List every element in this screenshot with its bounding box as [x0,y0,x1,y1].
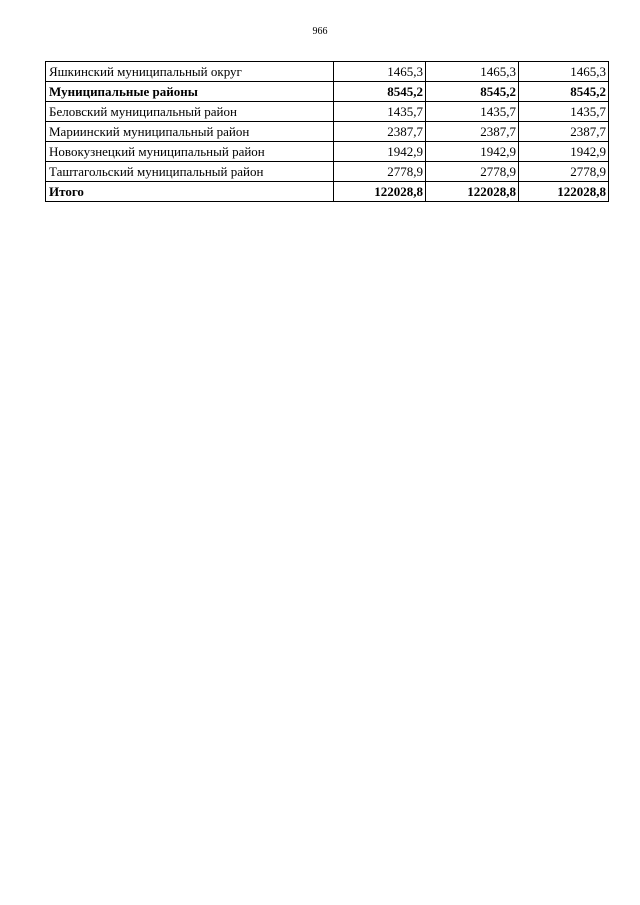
value-cell: 2387,7 [334,122,426,142]
value-cell: 2778,9 [334,162,426,182]
value-cell: 122028,8 [334,182,426,202]
row-name-cell: Новокузнецкий муниципальный район [46,142,334,162]
table-row [46,122,609,142]
value-cell: 1942,9 [519,142,609,162]
value-cell: 8545,2 [426,82,519,102]
value-cell: 1942,9 [334,142,426,162]
value-cell: 1465,3 [334,62,426,82]
table-row-total [46,182,609,202]
value-cell: 2778,9 [426,162,519,182]
table-row-subtotal [46,82,609,102]
value-cell: 122028,8 [426,182,519,202]
value-cell: 2387,7 [426,122,519,142]
table-row [46,102,609,122]
value-cell: 1465,3 [519,62,609,82]
value-cell: 1465,3 [426,62,519,82]
row-name-cell: Таштагольский муниципальный район [46,162,334,182]
value-cell: 1435,7 [519,102,609,122]
row-name-cell: Муниципальные районы [46,82,334,102]
row-name-cell: Беловский муниципальный район [46,102,334,122]
value-cell: 2778,9 [519,162,609,182]
value-cell: 1435,7 [426,102,519,122]
value-cell: 8545,2 [334,82,426,102]
value-cell: 8545,2 [519,82,609,102]
row-name-cell: Мариинский муниципальный район [46,122,334,142]
row-name-cell: Яшкинский муниципальный округ [46,62,334,82]
table-row [46,162,609,182]
table-row [46,62,609,82]
row-name-cell: Итого [46,182,334,202]
value-cell: 1435,7 [334,102,426,122]
value-cell: 122028,8 [519,182,609,202]
value-cell: 1942,9 [426,142,519,162]
table-row [46,142,609,162]
value-cell: 2387,7 [519,122,609,142]
page-number: 966 [312,26,328,37]
budget-table [45,61,609,202]
